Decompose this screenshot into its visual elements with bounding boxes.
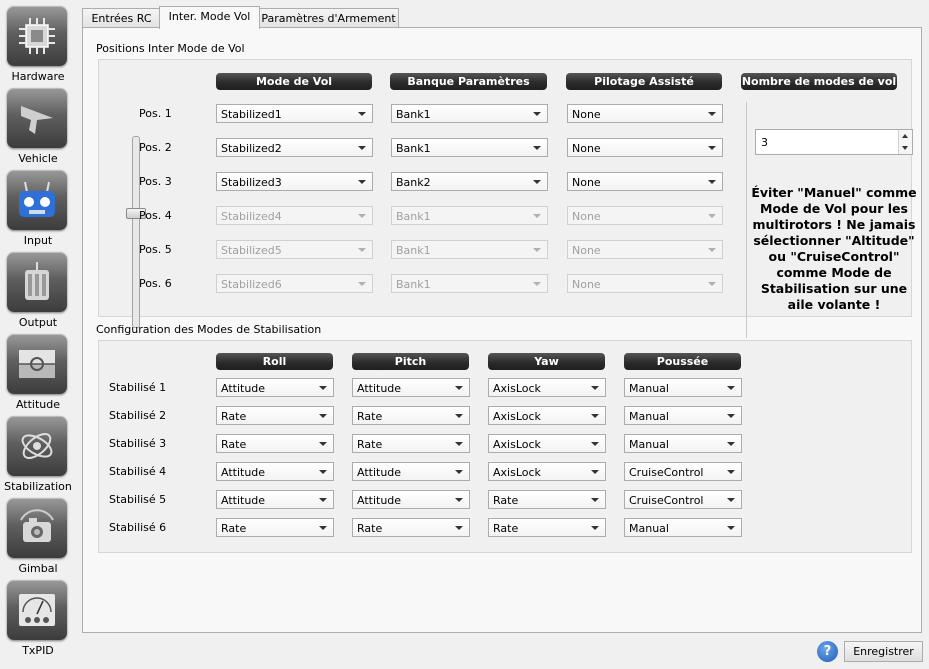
yaw-mode-select-value: AxisLock <box>493 438 541 451</box>
roll-mode-select-value: Rate <box>221 438 247 451</box>
chevron-down-icon <box>319 526 327 530</box>
chevron-down-icon <box>319 442 327 446</box>
chevron-down-icon <box>533 282 541 286</box>
sidebar-item-label: Stabilization <box>4 480 72 493</box>
stabilization-section-title: Configuration des Modes de Stabilisation <box>96 323 322 336</box>
position-label: Pos. 6 <box>139 277 172 290</box>
chevron-down-icon <box>455 526 463 530</box>
chevron-down-icon <box>591 442 599 446</box>
gyro-icon <box>7 416 67 476</box>
assisted-control-select[interactable] <box>567 172 723 191</box>
position-label: Pos. 2 <box>139 141 172 154</box>
pitch-mode-select-value: Rate <box>357 410 383 423</box>
thrust-mode-select-value: CruiseControl <box>629 494 704 507</box>
assisted-control-select[interactable] <box>567 138 723 157</box>
assisted-control-select-value: None <box>572 278 601 291</box>
sidebar-item-vehicle[interactable] <box>0 88 76 170</box>
flight-mode-select-value: Stabilized4 <box>221 210 282 223</box>
header-thrust: Poussée <box>624 353 741 370</box>
pitch-mode-select[interactable] <box>352 462 470 481</box>
chevron-down-icon <box>319 414 327 418</box>
plane-icon <box>7 88 67 148</box>
yaw-mode-select[interactable] <box>488 406 606 425</box>
chevron-down-icon <box>358 146 366 150</box>
yaw-mode-select[interactable] <box>488 434 606 453</box>
stabilized-label: Stabilisé 5 <box>109 493 167 506</box>
assisted-control-select-value: None <box>572 244 601 257</box>
chevron-down-icon <box>591 386 599 390</box>
sidebar-item-txpid[interactable] <box>0 580 76 662</box>
chevron-down-icon <box>358 282 366 286</box>
assisted-control-select <box>567 240 723 259</box>
roll-mode-select[interactable] <box>216 378 334 397</box>
flight-modes-section-title: Positions Inter Mode de Vol <box>96 42 245 55</box>
flight-mode-slider-track[interactable] <box>132 136 140 328</box>
thrust-mode-select[interactable] <box>624 434 742 453</box>
assisted-control-select-value: None <box>572 210 601 223</box>
sidebar-item-label: Output <box>18 316 58 329</box>
sidebar-item-label: Vehicle <box>18 152 58 165</box>
chevron-down-icon <box>319 386 327 390</box>
yaw-mode-select-value: Rate <box>493 494 519 507</box>
pitch-mode-select-value: Attitude <box>357 466 402 479</box>
thrust-mode-select-value: Manual <box>629 438 669 451</box>
flight-mode-select[interactable] <box>216 172 373 191</box>
sidebar-item-output[interactable] <box>0 252 76 334</box>
chevron-down-icon <box>708 214 716 218</box>
param-bank-select[interactable] <box>391 172 548 191</box>
chevron-down-icon <box>727 386 735 390</box>
transmitter-icon <box>7 170 67 230</box>
chevron-down-icon <box>455 498 463 502</box>
tab-flight-mode-switch[interactable]: Inter. Mode Vol <box>159 6 260 29</box>
header-yaw: Yaw <box>488 353 605 370</box>
yaw-mode-select-value: AxisLock <box>493 382 541 395</box>
roll-mode-select-value: Attitude <box>221 494 266 507</box>
pitch-mode-select-value: Attitude <box>357 494 402 507</box>
chevron-down-icon <box>533 248 541 252</box>
save-button[interactable]: Enregistrer <box>844 641 923 662</box>
level-icon <box>7 334 67 394</box>
tab-rc-inputs[interactable]: Entrées RC <box>82 8 161 28</box>
chevron-down-icon <box>727 526 735 530</box>
pitch-mode-select-value: Rate <box>357 438 383 451</box>
position-label: Pos. 1 <box>139 107 172 120</box>
roll-mode-select-value: Rate <box>221 410 247 423</box>
sidebar-item-label: TxPID <box>22 644 54 657</box>
thrust-mode-select-value: Manual <box>629 410 669 423</box>
header-mode-count: Nombre de modes de vol <box>741 75 897 88</box>
chevron-down-icon <box>455 470 463 474</box>
chevron-down-icon <box>533 214 541 218</box>
header-param-bank: Banque Paramètres <box>390 73 547 90</box>
chevron-down-icon <box>727 442 735 446</box>
roll-mode-select-value: Attitude <box>221 382 266 395</box>
param-bank-select <box>391 274 548 293</box>
assisted-control-select-value: None <box>572 142 601 155</box>
thrust-mode-select-value: Manual <box>629 522 669 535</box>
pitch-mode-select[interactable] <box>352 518 470 537</box>
header-assisted-control: Pilotage Assisté <box>566 73 722 90</box>
spin-down-button[interactable] <box>898 142 912 154</box>
chevron-down-icon <box>708 146 716 150</box>
param-bank-select-value: Bank1 <box>396 210 431 223</box>
sidebar-item-gimbal[interactable] <box>0 498 76 580</box>
stabilized-label: Stabilisé 6 <box>109 521 167 534</box>
param-bank-select-value: Bank1 <box>396 108 431 121</box>
arrow-down-icon <box>902 146 908 150</box>
chevron-down-icon <box>591 498 599 502</box>
yaw-mode-select-value: AxisLock <box>493 410 541 423</box>
header-roll: Roll <box>216 353 333 370</box>
sidebar <box>0 0 76 669</box>
roll-mode-select[interactable] <box>216 490 334 509</box>
flight-modes-group <box>98 59 917 317</box>
assisted-control-select-value: None <box>572 108 601 121</box>
chevron-down-icon <box>591 470 599 474</box>
warning-message: Éviter "Manuel" comme Mode de Vol pour les multirotors ! Ne jamais sélectionner "Altitude" ou "CruiseControl" comme Mode de Stabilisation sur une aile volante ! <box>751 185 917 312</box>
pitch-mode-select-value: Attitude <box>357 382 402 395</box>
header-flight-mode: Mode de Vol <box>216 73 372 90</box>
stabilized-label: Stabilisé 4 <box>109 465 167 478</box>
roll-mode-select[interactable] <box>216 406 334 425</box>
chevron-down-icon <box>358 214 366 218</box>
chevron-down-icon <box>533 180 541 184</box>
chevron-down-icon <box>708 112 716 116</box>
chevron-down-icon <box>727 498 735 502</box>
chip-icon <box>7 6 67 66</box>
motor-icon <box>7 252 67 312</box>
flight-mode-select-value: Stabilized6 <box>221 278 282 291</box>
thrust-mode-select[interactable] <box>624 462 742 481</box>
stabilized-label: Stabilisé 2 <box>109 409 167 422</box>
assisted-control-select[interactable] <box>567 104 723 123</box>
assisted-control-select <box>567 206 723 225</box>
param-bank-select-value: Bank1 <box>396 142 431 155</box>
flight-mode-select-value: Stabilized1 <box>221 108 282 121</box>
sidebar-item-input[interactable] <box>0 170 76 252</box>
chevron-down-icon <box>533 112 541 116</box>
pitch-mode-select[interactable] <box>352 406 470 425</box>
thrust-mode-select[interactable] <box>624 378 742 397</box>
chevron-down-icon <box>727 414 735 418</box>
roll-mode-select[interactable] <box>216 462 334 481</box>
chevron-down-icon <box>708 180 716 184</box>
sidebar-item-label: Hardware <box>11 70 65 83</box>
thrust-mode-select-value: Manual <box>629 382 669 395</box>
stabilized-label: Stabilisé 3 <box>109 437 167 450</box>
pitch-mode-select-value: Rate <box>357 522 383 535</box>
mode-count-value: 3 <box>761 136 768 149</box>
chevron-down-icon <box>708 282 716 286</box>
yaw-mode-select[interactable] <box>488 378 606 397</box>
pitch-mode-select[interactable] <box>352 378 470 397</box>
chevron-down-icon <box>358 180 366 184</box>
sidebar-item-attitude[interactable] <box>0 334 76 416</box>
assisted-control-select-value: None <box>572 176 601 189</box>
position-label: Pos. 4 <box>139 209 172 222</box>
thrust-mode-select[interactable] <box>624 406 742 425</box>
chevron-down-icon <box>455 442 463 446</box>
chevron-down-icon <box>727 470 735 474</box>
param-bank-select-value: Bank1 <box>396 244 431 257</box>
param-bank-select[interactable] <box>391 104 548 123</box>
chevron-down-icon <box>591 526 599 530</box>
sidebar-item-hardware[interactable] <box>0 6 76 88</box>
chevron-down-icon <box>591 414 599 418</box>
roll-mode-select-value: Rate <box>221 522 247 535</box>
stabilized-label: Stabilisé 1 <box>109 381 167 394</box>
mode-count-spinbox[interactable] <box>755 129 913 155</box>
roll-mode-select[interactable] <box>216 518 334 537</box>
param-bank-select[interactable] <box>391 138 548 157</box>
position-label: Pos. 5 <box>139 243 172 256</box>
param-bank-select <box>391 240 548 259</box>
param-bank-select-value: Bank1 <box>396 278 431 291</box>
arrow-up-icon <box>902 134 908 138</box>
flight-mode-select <box>216 206 373 225</box>
pitch-mode-select[interactable] <box>352 434 470 453</box>
header-pitch: Pitch <box>352 353 469 370</box>
tab-arming-settings[interactable]: Paramètres d'Armement <box>258 8 399 28</box>
stabilization-group <box>98 340 912 553</box>
param-bank-select <box>391 206 548 225</box>
yaw-mode-select[interactable] <box>488 490 606 509</box>
chevron-down-icon <box>319 470 327 474</box>
yaw-mode-select[interactable] <box>488 518 606 537</box>
help-button[interactable]: ? <box>817 641 838 662</box>
thrust-mode-select[interactable] <box>624 518 742 537</box>
yaw-mode-select-value: AxisLock <box>493 466 541 479</box>
camera-icon <box>7 498 67 558</box>
sidebar-item-stabilization[interactable] <box>0 416 76 498</box>
yaw-mode-select[interactable] <box>488 462 606 481</box>
sidebar-item-label: Input <box>23 234 53 247</box>
yaw-mode-select-value: Rate <box>493 522 519 535</box>
flight-mode-select[interactable] <box>216 104 373 123</box>
separator <box>746 102 747 338</box>
roll-mode-select[interactable] <box>216 434 334 453</box>
roll-mode-select-value: Attitude <box>221 466 266 479</box>
thrust-mode-select[interactable] <box>624 490 742 509</box>
position-label: Pos. 3 <box>139 175 172 188</box>
flight-mode-select <box>216 274 373 293</box>
param-bank-select-value: Bank2 <box>396 176 431 189</box>
flight-mode-select-value: Stabilized3 <box>221 176 282 189</box>
chevron-down-icon <box>358 248 366 252</box>
pitch-mode-select[interactable] <box>352 490 470 509</box>
chevron-down-icon <box>708 248 716 252</box>
flight-mode-select-value: Stabilized5 <box>221 244 282 257</box>
main-panel <box>82 27 922 633</box>
sidebar-item-label: Gimbal <box>18 562 58 575</box>
flight-mode-select-value: Stabilized2 <box>221 142 282 155</box>
sidebar-item-label: Attitude <box>15 398 61 411</box>
flight-mode-select[interactable] <box>216 138 373 157</box>
assisted-control-select <box>567 274 723 293</box>
chevron-down-icon <box>319 498 327 502</box>
flight-mode-select <box>216 240 373 259</box>
thrust-mode-select-value: CruiseControl <box>629 466 704 479</box>
chevron-down-icon <box>533 146 541 150</box>
chevron-down-icon <box>455 414 463 418</box>
meter-icon <box>7 580 67 640</box>
chevron-down-icon <box>455 386 463 390</box>
chevron-down-icon <box>358 112 366 116</box>
